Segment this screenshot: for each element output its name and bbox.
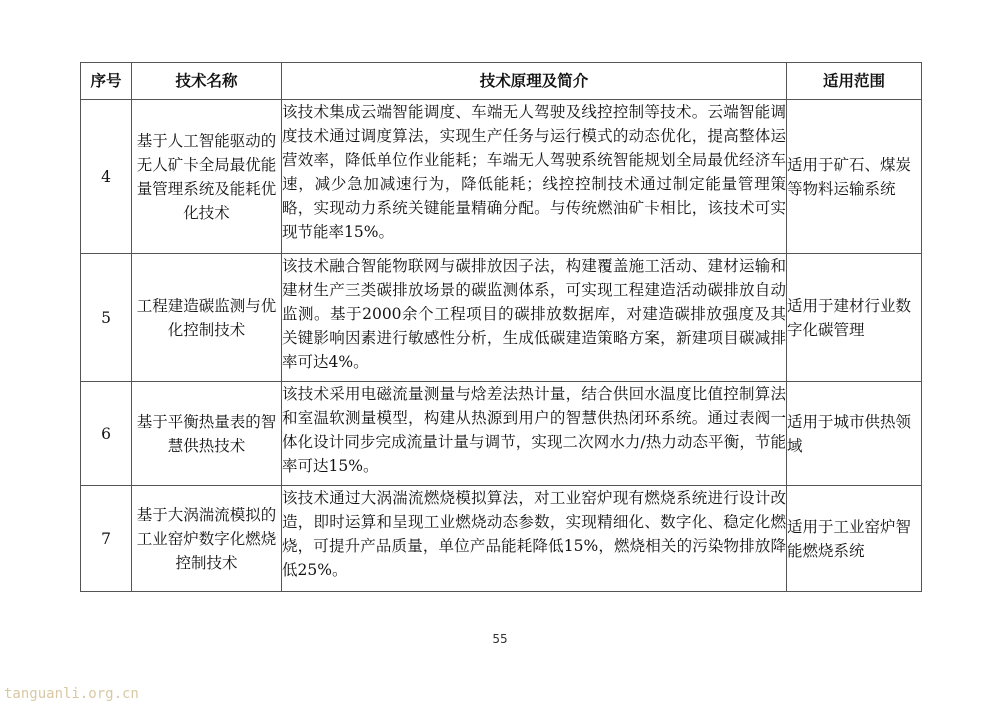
table-row [81,100,922,254]
row-number: 7 [81,486,132,592]
row-tech-name: 基于人工智能驱动的无人矿卡全局最优能量管理系统及能耗优化技术 [132,100,282,254]
table-row [81,254,922,382]
row-principle: 该技术采用电磁流量测量与焓差法热计量，结合供回水温度比值控制算法和室温软测量模型，构建从热源到用户的智慧供热闭环系统。通过表阀一体化设计同步完成流量计量与调节，实现二次网水力/热力动态平衡，节能率可达15%。 [282,382,787,486]
page-number: 55 [492,632,508,646]
row-principle: 该技术集成云端智能调度、车端无人驾驶及线控控制等技术。云端智能调度技术通过调度算法，实现生产任务与运行模式的动态优化，提高整体运营效率，降低单位作业能耗；车端无人驾驶系统智能规划全局最优经济车速，减少急加减速行为，降低能耗；线控控制技术通过制定能量管理策略，实现动力系统关键能量精确分配。与传统燃油矿卡相比，该技术可实现节能率15%。 [282,100,787,254]
row-principle: 该技术融合智能物联网与碳排放因子法，构建覆盖施工活动、建材运输和建材生产三类碳排放场景的碳监测体系，可实现工程建造活动碳排放自动监测。基于2000余个工程项目的碳排放数据库，对建造碳排放强度及其关键影响因素进行敏感性分析，生成低碳建造策略方案，新建项目碳减排率可达4%。 [282,254,787,382]
table-row [81,486,922,592]
table-row [81,382,922,486]
watermark: tanguanli.org.cn [4,686,139,702]
header-principle: 技术原理及简介 [282,63,787,100]
row-scope: 适用于城市供热领域 [787,382,922,486]
row-tech-name: 工程建造碳监测与优化控制技术 [132,254,282,382]
row-scope: 适用于工业窑炉智能燃烧系统 [787,486,922,592]
row-scope: 适用于矿石、煤炭等物料运输系统 [787,100,922,254]
row-number: 5 [81,254,132,382]
row-number: 4 [81,100,132,254]
row-tech-name: 基于大涡湍流模拟的工业窑炉数字化燃烧控制技术 [132,486,282,592]
header-number: 序号 [81,63,132,100]
row-principle: 该技术通过大涡湍流燃烧模拟算法，对工业窑炉现有燃烧系统进行设计改造，即时运算和呈现工业燃烧动态参数，实现精细化、数字化、稳定化燃烧，可提升产品质量，单位产品能耗降低15%，燃烧相关的污染物排放降低25%。 [282,486,787,592]
row-number: 6 [81,382,132,486]
row-scope: 适用于建材行业数字化碳管理 [787,254,922,382]
technology-table [80,62,922,592]
header-scope: 适用范围 [787,63,922,100]
table-header-row [81,63,922,100]
row-tech-name: 基于平衡热量表的智慧供热技术 [132,382,282,486]
header-name: 技术名称 [132,63,282,100]
